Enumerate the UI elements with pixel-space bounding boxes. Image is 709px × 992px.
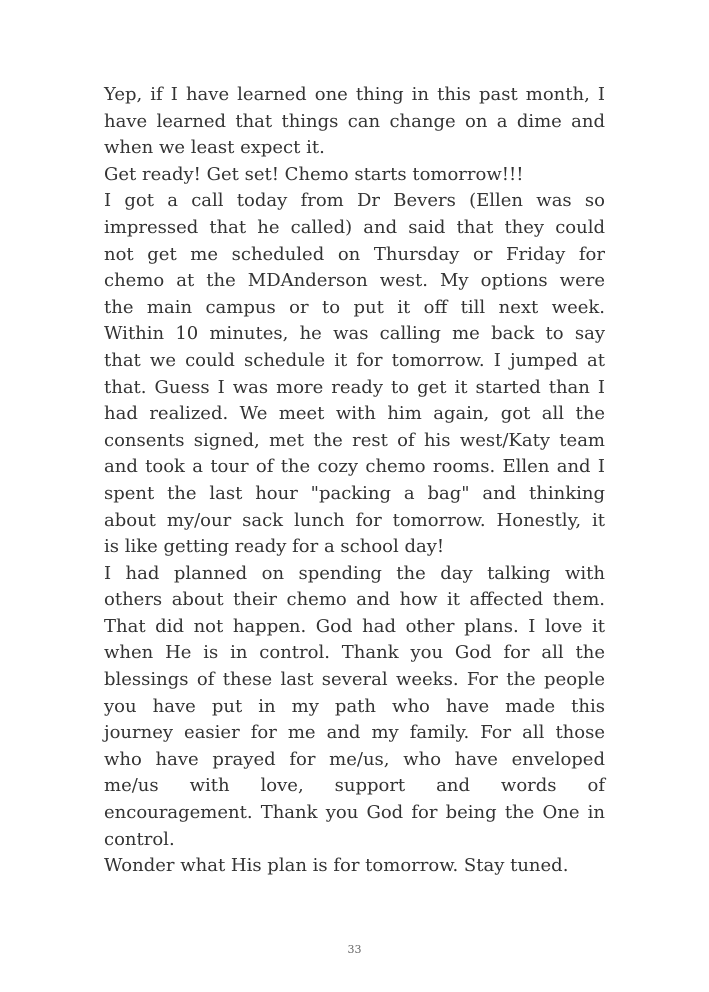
text-line: I had planned on spending the day talking with: [104, 562, 605, 584]
page-number: 33: [347, 943, 362, 956]
text-line: that. Guess I was more ready to get it started than I: [104, 376, 605, 398]
text-line: when He is in control. Thank you God for all the: [104, 642, 605, 664]
text-line: Yep, if I have learned one thing in this past month, I: [104, 84, 605, 105]
text-line: chemo at the MDAnderson west. My options were: [104, 270, 605, 292]
paragraph: [104, 188, 605, 560]
text-line: Wonder what His plan is for tomorrow. Stay tuned.: [104, 855, 569, 877]
text-line: encouragement. Thank you God for being the One in: [104, 802, 605, 824]
text-line: have learned that things can change on a dime and: [104, 110, 605, 132]
text-line: you have put in my path who have made this: [104, 695, 605, 717]
text-line: Get ready! Get set! Chemo starts tomorrow!!!: [104, 163, 524, 185]
text-line: control.: [104, 828, 175, 850]
paragraph: [104, 82, 605, 162]
text-line: about my/our sack lunch for tomorrow. Honestly, it: [104, 509, 605, 531]
text-line: me/us with love, support and words of: [104, 775, 605, 797]
paragraph: [104, 561, 605, 854]
text-line: I got a call today from Dr Bevers (Ellen was so: [104, 190, 605, 212]
text-line: journey easier for me and my family. For all those: [104, 722, 605, 744]
text-line: impressed that he called) and said that they could: [104, 216, 605, 238]
text-line: blessings of these last several weeks. For the people: [104, 669, 605, 691]
text-line: when we least expect it.: [104, 137, 325, 159]
text-line: is like getting ready for a school day!: [104, 536, 445, 558]
body-text: [104, 82, 605, 880]
text-line: that we could schedule it for tomorrow. I jumped at: [104, 349, 605, 371]
paragraph: [104, 162, 605, 189]
text-line: That did not happen. God had other plans. I love it: [104, 615, 605, 637]
text-line: others about their chemo and how it affected them.: [104, 589, 605, 611]
text-line: not get me scheduled on Thursday or Friday for: [104, 243, 605, 265]
text-line: consents signed, met the rest of his west/Katy team: [104, 429, 605, 451]
text-line: Within 10 minutes, he was calling me back to say: [104, 323, 605, 345]
paragraph: [104, 853, 605, 880]
text-line: had realized. We meet with him again, got all the: [104, 403, 605, 425]
text-line: spent the last hour "packing a bag" and thinking: [104, 482, 605, 504]
text-line: and took a tour of the cozy chemo rooms. Ellen and I: [104, 456, 605, 478]
text-line: the main campus or to put it off till next week.: [104, 296, 605, 318]
text-line: who have prayed for me/us, who have enveloped: [104, 748, 605, 770]
